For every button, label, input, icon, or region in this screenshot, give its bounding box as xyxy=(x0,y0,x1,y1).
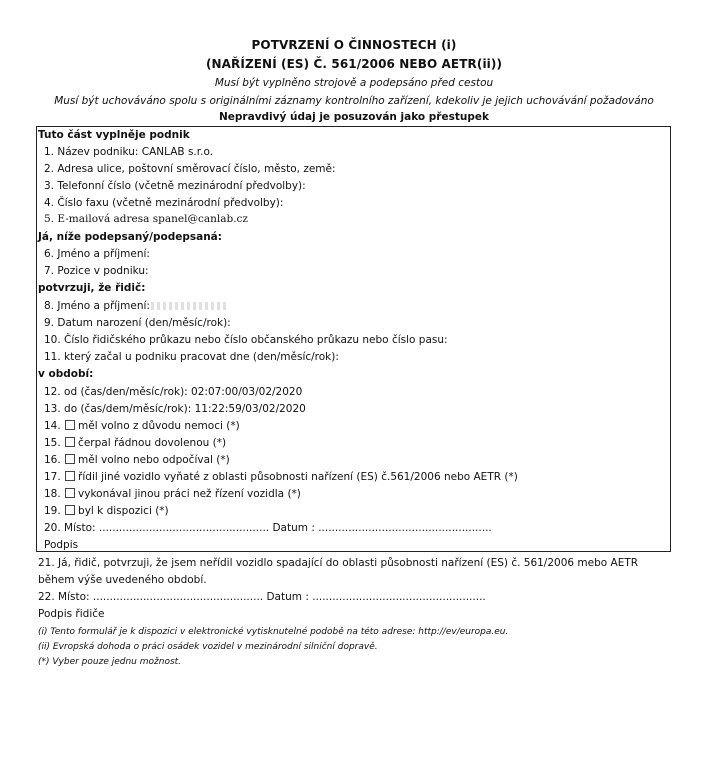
field-period-from: 12. od (čas/den/měsíc/rok): 02:07:00/03/02/2020 xyxy=(44,386,303,398)
option-number: 19. xyxy=(44,505,61,517)
field-fax: 4. Číslo faxu (včetně mezinárodní předvolby): xyxy=(44,197,284,209)
checkbox-other-work[interactable] xyxy=(65,488,75,498)
document-title: POTVRZENÍ O ČINNOSTECH (i) xyxy=(251,38,457,52)
field-signer-name: 6. Jméno a příjmení: xyxy=(44,248,150,260)
instruction-line-2: Musí být uchováváno spolu s originálními záznamy kontrolního zařízení, kdekoliv je jejich uchovávání požadováno xyxy=(54,95,654,107)
redacted-name xyxy=(151,302,229,310)
option-number: 16. xyxy=(44,454,61,466)
footnote-star: (*) Vyber pouze jednu možnost. xyxy=(38,657,182,667)
section-confirm-heading: potvrzuji, že řidič: xyxy=(38,282,146,294)
footnote-ii: (ii) Evropská dohoda o práci osádek vozidel v mezinárodní silniční dopravě. xyxy=(38,642,378,652)
checkbox-available[interactable] xyxy=(65,505,75,515)
option-label: byl k dispozici (*) xyxy=(78,505,169,517)
checkbox-exempt-vehicle[interactable] xyxy=(65,471,75,481)
checkbox-rest[interactable] xyxy=(65,454,75,464)
option-label: vykonával jinou práci než řízení vozidla (*) xyxy=(78,488,301,500)
section-company-heading: Tuto část vyplněje podnik xyxy=(38,129,190,141)
option-label: čerpal řádnou dovolenou (*) xyxy=(78,437,227,449)
company-signature-label: Podpis xyxy=(44,539,79,551)
field-driver-name xyxy=(44,300,229,313)
field-birth-date: 9. Datum narození (den/měsíc/rok): xyxy=(44,317,231,329)
option-other-work xyxy=(44,488,301,501)
option-label: měl volno nebo odpočíval (*) xyxy=(78,454,230,466)
field-address: 2. Adresa ulice, poštovní směrovací číslo, město, země: xyxy=(44,163,336,175)
field-period-to: 13. do (čas/dem/měsíc/rok): 11:22:59/03/02/2020 xyxy=(44,403,306,415)
option-exempt-vehicle xyxy=(44,471,518,484)
option-rest xyxy=(44,454,230,467)
option-available xyxy=(44,505,169,518)
field-signer-position: 7. Pozice v podniku: xyxy=(44,265,149,277)
section-signer-heading: Já, níže podepsaný/podepsaná: xyxy=(38,231,222,243)
instruction-line-1: Musí být vyplněno strojově a podepsáno před cestou xyxy=(214,77,494,89)
checkbox-sick-leave[interactable] xyxy=(65,420,75,430)
field-place-date: 20. Místo: ................................................... Datum : .................................................... xyxy=(44,522,492,534)
checkbox-vacation[interactable] xyxy=(65,437,75,447)
document-subtitle: (NAŘÍZENÍ (ES) Č. 561/2006 NEBO AETR(ii)) xyxy=(205,57,503,71)
option-number: 14. xyxy=(44,420,61,432)
field-email: 5. E-mailová adresa spanel@canlab.cz xyxy=(44,213,248,225)
field-license-number: 10. Číslo řidičského průkazu nebo číslo občanského průkazu nebo číslo pasu: xyxy=(44,334,448,346)
driver-statement-line-2: během výše uvedeného období. xyxy=(38,574,207,586)
warning-line: Nepravdivý údaj je posuzován jako přestupek xyxy=(219,111,489,123)
option-number: 18. xyxy=(44,488,61,500)
section-period-heading: v období: xyxy=(38,368,94,380)
field-phone: 3. Telefonní číslo (včetně mezinárodní předvolby): xyxy=(44,180,306,192)
driver-statement-line-1: 21. Já, řidič, potvrzuji, že jsem neřídil vozidlo spadající do oblasti působnosti nařízení (ES) č. 561/2006 mebo AETR xyxy=(38,557,639,569)
option-sick-leave xyxy=(44,420,240,433)
footnote-i: (i) Tento formulář je k dispozici v elektronické vytisknutelné podobě na této adrese: http://ev/europa.eu. xyxy=(38,627,509,637)
option-label: řídil jiné vozidlo vyňaté z oblasti působnosti nařízení (ES) č.561/2006 nebo AETR (*) xyxy=(78,471,518,483)
driver-signature-label: Podpis řidiče xyxy=(38,608,105,620)
option-vacation xyxy=(44,437,226,450)
driver-place-date: 22. Místo: ................................................... Datum : .................................................... xyxy=(38,591,486,603)
field-start-date: 11. který začal u podniku pracovat dne (den/měsíc/rok): xyxy=(44,351,339,363)
field-driver-name-label: 8. Jméno a příjmení: xyxy=(44,300,150,312)
option-label: měl volno z důvodu nemoci (*) xyxy=(78,420,240,432)
option-number: 15. xyxy=(44,437,61,449)
field-company-name: 1. Název podniku: CANLAB s.r.o. xyxy=(44,146,214,158)
option-number: 17. xyxy=(44,471,61,483)
